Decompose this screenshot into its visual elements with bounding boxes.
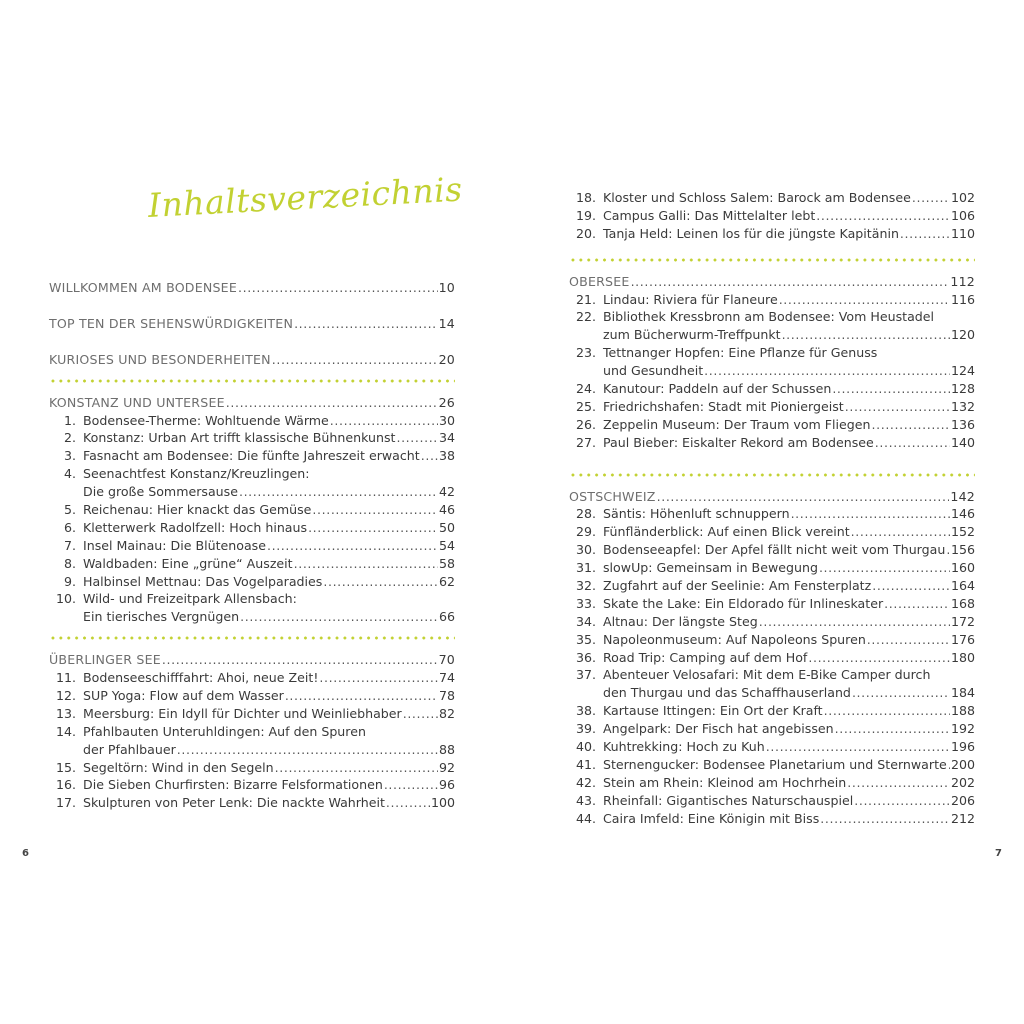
toc-entry[interactable] bbox=[49, 794, 455, 812]
dot-leader bbox=[875, 434, 950, 452]
dot-leader bbox=[240, 608, 438, 626]
dot-leader bbox=[319, 669, 438, 687]
entry-title: Skulpturen von Peter Lenk: Die nackte Wahrheit bbox=[83, 795, 385, 811]
toc-entry[interactable] bbox=[49, 429, 455, 447]
toc-entry[interactable] bbox=[569, 774, 975, 792]
entry-title: Paul Bieber: Eiskalter Rekord am Bodensee bbox=[603, 434, 874, 450]
entry-title: Skate the Lake: Ein Eldorado für Inlineskater bbox=[603, 595, 884, 611]
toc-entry[interactable] bbox=[569, 613, 975, 631]
dotted-divider bbox=[569, 470, 975, 480]
page-number: 66 bbox=[438, 609, 455, 625]
dot-leader bbox=[824, 702, 950, 720]
page-number: 156 bbox=[950, 542, 975, 558]
page-number: 26 bbox=[438, 394, 455, 410]
entry-title: Kloster und Schloss Salem: Barock am Bodensee bbox=[603, 190, 911, 205]
entry-title: Friedrichshafen: Stadt mit Pioniergeist bbox=[603, 398, 844, 414]
page-number: 116 bbox=[950, 291, 975, 307]
page-number: 168 bbox=[950, 595, 975, 611]
entry-title: Seenachtfest Konstanz/Kreuzlingen: bbox=[83, 466, 310, 482]
entry-title: Fünfländerblick: Auf einen Blick vereint bbox=[603, 524, 850, 540]
toc-entry[interactable] bbox=[569, 434, 975, 452]
toc-section-heading[interactable] bbox=[49, 279, 455, 297]
entry-title: Zugfahrt auf der Seelinie: Am Fensterplatz bbox=[603, 578, 872, 594]
entry-number: 4. bbox=[63, 466, 76, 482]
page-number: 100 bbox=[430, 795, 455, 811]
entry-title: Meersburg: Ein Idyll für Dichter und Weinliebhaber bbox=[83, 705, 402, 721]
page-number: 200 bbox=[950, 756, 975, 772]
dot-leader bbox=[832, 380, 950, 398]
page-number: 70 bbox=[438, 652, 455, 668]
entry-number: 40. bbox=[575, 739, 596, 755]
entry-number: 35. bbox=[575, 631, 596, 647]
dot-leader bbox=[275, 759, 438, 777]
spacer bbox=[49, 297, 455, 315]
toc-entry[interactable] bbox=[569, 308, 975, 326]
toc-entry[interactable] bbox=[569, 380, 975, 398]
entry-title: Kanutour: Paddeln auf der Schussen bbox=[603, 381, 832, 397]
entry-title: Caira Imfeld: Eine Königin mit Biss bbox=[603, 810, 820, 826]
toc-entry[interactable] bbox=[569, 398, 975, 416]
entry-title: und Gesundheit bbox=[603, 363, 704, 379]
entry-title: Konstanz: Urban Art trifft klassische Bühnenkunst bbox=[83, 430, 396, 446]
dot-leader bbox=[779, 291, 950, 309]
toc-entry[interactable] bbox=[49, 555, 455, 573]
entry-title: Wild- und Freizeitpark Allensbach: bbox=[83, 591, 297, 607]
section-label: KURIOSES UND BESONDERHEITEN bbox=[49, 351, 271, 367]
page-number: 50 bbox=[438, 519, 455, 535]
toc-section-heading[interactable] bbox=[49, 394, 455, 412]
entry-title: Tanja Held: Leinen los für die jüngste Kapitänin bbox=[603, 225, 899, 241]
entry-number: 15. bbox=[55, 759, 76, 775]
toc-entry[interactable] bbox=[569, 756, 975, 774]
entry-number: 28. bbox=[575, 506, 596, 522]
dot-leader bbox=[384, 776, 438, 794]
page-number: 96 bbox=[438, 777, 455, 793]
toc-entry[interactable] bbox=[569, 225, 975, 243]
dot-leader bbox=[631, 273, 950, 291]
toc-section-heading[interactable] bbox=[569, 273, 975, 291]
dot-leader bbox=[386, 794, 430, 812]
dotted-divider bbox=[569, 255, 975, 265]
entry-number: 7. bbox=[63, 537, 76, 553]
entry-number: 9. bbox=[63, 573, 76, 589]
dot-leader bbox=[239, 483, 438, 501]
toc-entry[interactable] bbox=[569, 416, 975, 434]
toc-entry[interactable] bbox=[569, 541, 975, 559]
dot-leader bbox=[948, 756, 950, 774]
entry-title: Rheinfall: Gigantisches Naturschauspiel bbox=[603, 792, 854, 808]
dot-leader bbox=[312, 501, 438, 519]
entry-number: 44. bbox=[575, 810, 596, 826]
dot-leader bbox=[819, 559, 950, 577]
toc-entry[interactable] bbox=[569, 326, 975, 344]
entry-title: Kuhtrekking: Hoch zu Kuh bbox=[603, 739, 765, 755]
section-label: WILLKOMMEN AM BODENSEE bbox=[49, 280, 237, 295]
entry-title: Abenteuer Velosafari: Mit dem E-Bike Camper durch bbox=[603, 667, 931, 683]
entry-number: 39. bbox=[575, 721, 596, 737]
entry-title: SUP Yoga: Flow auf dem Wasser bbox=[83, 688, 284, 704]
toc-entry[interactable] bbox=[569, 595, 975, 613]
page-number: 212 bbox=[950, 810, 975, 826]
page-number: 10 bbox=[438, 280, 455, 295]
toc-entry[interactable] bbox=[49, 608, 455, 626]
toc-entry[interactable] bbox=[49, 447, 455, 465]
entry-title: Altnau: Der längste Steg bbox=[603, 613, 758, 629]
entry-title: slowUp: Gemeinsam in Bewegung bbox=[603, 560, 818, 576]
entry-number: 25. bbox=[575, 398, 596, 414]
dot-leader bbox=[816, 207, 950, 225]
page-number: 46 bbox=[438, 502, 455, 518]
toc-entry[interactable] bbox=[49, 590, 455, 608]
page-number: 188 bbox=[950, 703, 975, 719]
toc-entry[interactable] bbox=[569, 684, 975, 702]
page-number: 128 bbox=[950, 381, 975, 397]
toc-entry[interactable] bbox=[569, 505, 975, 523]
toc-entry[interactable] bbox=[49, 759, 455, 777]
toc-entry[interactable] bbox=[49, 537, 455, 555]
entry-number: 34. bbox=[575, 613, 596, 629]
entry-title: Segeltörn: Wind in den Segeln bbox=[83, 759, 274, 775]
entry-title: Sternengucker: Bodensee Planetarium und Sternwarte bbox=[603, 756, 947, 772]
page-number: 124 bbox=[950, 363, 975, 379]
entry-title: Zeppelin Museum: Der Traum vom Fliegen bbox=[603, 416, 871, 432]
entry-number: 41. bbox=[575, 756, 596, 772]
dot-leader bbox=[308, 519, 438, 537]
entry-title: Die große Sommersause bbox=[83, 484, 238, 500]
page-number: 180 bbox=[950, 649, 975, 665]
dot-leader bbox=[884, 595, 950, 613]
entry-title: Lindau: Riviera für Flaneure bbox=[603, 291, 778, 307]
section-label: KONSTANZ UND UNTERSEE bbox=[49, 394, 225, 410]
entry-number: 33. bbox=[575, 595, 596, 611]
toc-entry[interactable] bbox=[49, 465, 455, 483]
entry-number: 36. bbox=[575, 649, 596, 665]
page-number: 106 bbox=[950, 207, 975, 223]
spacer bbox=[49, 333, 455, 351]
page-number: 112 bbox=[950, 273, 975, 289]
toc-entry[interactable] bbox=[569, 344, 975, 362]
dot-leader bbox=[285, 687, 438, 705]
page-number: 196 bbox=[950, 739, 975, 755]
page-number: 184 bbox=[950, 685, 975, 701]
page-number: 30 bbox=[438, 412, 455, 428]
entry-number: 18. bbox=[575, 190, 596, 205]
page-number: 172 bbox=[950, 613, 975, 629]
entry-number: 16. bbox=[55, 777, 76, 793]
page-number: 164 bbox=[950, 578, 975, 594]
dot-leader bbox=[226, 394, 438, 412]
dot-leader bbox=[162, 651, 438, 669]
toc-entry[interactable] bbox=[569, 362, 975, 380]
entry-title: Insel Mainau: Die Blütenoase bbox=[83, 537, 266, 553]
entry-title: Angelpark: Der Fisch hat angebissen bbox=[603, 721, 834, 737]
page-number: 20 bbox=[438, 351, 455, 367]
toc-section-heading[interactable] bbox=[49, 651, 455, 669]
dot-leader bbox=[852, 684, 950, 702]
dot-leader bbox=[854, 792, 950, 810]
section-label: OSTSCHWEIZ bbox=[569, 488, 656, 504]
toc-entry[interactable] bbox=[49, 501, 455, 519]
section-ueberlinger bbox=[49, 651, 455, 812]
toc-entry[interactable] bbox=[49, 669, 455, 687]
section-ostschweiz bbox=[569, 488, 975, 828]
dot-leader bbox=[238, 279, 438, 297]
page-number: 78 bbox=[438, 688, 455, 704]
dot-leader bbox=[766, 738, 950, 756]
page-number: 202 bbox=[950, 774, 975, 790]
entry-number: 30. bbox=[575, 542, 596, 558]
dot-leader bbox=[267, 537, 438, 555]
page-number: 176 bbox=[950, 631, 975, 647]
entry-number: 38. bbox=[575, 703, 596, 719]
entry-number: 37. bbox=[575, 667, 596, 683]
toc-entry[interactable] bbox=[49, 776, 455, 794]
entry-title: Stein am Rhein: Kleinod am Hochrhein bbox=[603, 774, 847, 790]
entry-number: 13. bbox=[55, 705, 76, 721]
page-number: 92 bbox=[438, 759, 455, 775]
dot-leader bbox=[912, 189, 950, 207]
entry-number: 42. bbox=[575, 774, 596, 790]
dot-leader bbox=[294, 555, 438, 573]
entry-number: 14. bbox=[55, 723, 76, 739]
dot-leader bbox=[845, 398, 950, 416]
entry-number: 8. bbox=[63, 555, 76, 571]
right-column bbox=[569, 189, 975, 828]
dot-leader bbox=[872, 416, 950, 434]
entry-title: Napoleonmuseum: Auf Napoleons Spuren bbox=[603, 631, 866, 647]
page-number-left: 6 bbox=[22, 848, 29, 859]
entry-number: 6. bbox=[63, 519, 76, 535]
toc-entry[interactable] bbox=[49, 705, 455, 723]
toc-entry[interactable] bbox=[49, 723, 455, 741]
dot-leader bbox=[867, 631, 950, 649]
page-number: 74 bbox=[438, 670, 455, 686]
toc-entry[interactable] bbox=[569, 649, 975, 667]
toc-entry[interactable] bbox=[569, 523, 975, 541]
section-obersee bbox=[569, 273, 975, 452]
toc-entry[interactable] bbox=[49, 519, 455, 537]
page-number: 14 bbox=[438, 315, 455, 331]
page-number: 110 bbox=[950, 225, 975, 241]
entry-title: den Thurgau und das Schaffhauserland bbox=[603, 685, 851, 701]
dot-leader bbox=[835, 720, 950, 738]
dot-leader bbox=[759, 613, 950, 631]
entry-number: 21. bbox=[575, 291, 596, 307]
toc-entry[interactable] bbox=[569, 666, 975, 684]
page-number: 140 bbox=[950, 434, 975, 450]
section-label: TOP TEN DER SEHENSWÜRDIGKEITEN bbox=[49, 315, 294, 331]
entry-number: 10. bbox=[55, 591, 76, 607]
page-number: 88 bbox=[438, 741, 455, 757]
page-number: 54 bbox=[438, 537, 455, 553]
entry-title: zum Bücherwurm-Treffpunkt bbox=[603, 327, 781, 343]
entry-title: Tettnanger Hopfen: Eine Pflanze für Genuss bbox=[603, 345, 878, 361]
toc-entry[interactable] bbox=[569, 738, 975, 756]
toc-entry[interactable] bbox=[569, 792, 975, 810]
toc-section-heading[interactable] bbox=[569, 488, 975, 506]
toc-entry[interactable] bbox=[569, 631, 975, 649]
page-number: 206 bbox=[950, 792, 975, 808]
toc-entry[interactable] bbox=[49, 412, 455, 430]
page-number: 152 bbox=[950, 524, 975, 540]
continued-entries bbox=[569, 189, 975, 243]
dot-leader bbox=[294, 315, 437, 333]
toc-entry[interactable] bbox=[569, 207, 975, 225]
entry-number: 2. bbox=[63, 430, 76, 446]
entry-number: 27. bbox=[575, 434, 596, 450]
dot-leader bbox=[791, 505, 950, 523]
toc-entry[interactable] bbox=[49, 741, 455, 759]
page-number: 132 bbox=[950, 398, 975, 414]
page-number: 38 bbox=[438, 448, 455, 464]
entry-number: 12. bbox=[55, 688, 76, 704]
dotted-divider bbox=[49, 633, 455, 643]
entry-title: Säntis: Höhenluft schnuppern bbox=[603, 506, 790, 522]
dot-leader bbox=[820, 810, 950, 828]
section-label: OBERSEE bbox=[569, 273, 630, 289]
dot-leader bbox=[782, 326, 950, 344]
dot-leader bbox=[851, 523, 950, 541]
dot-leader bbox=[900, 225, 950, 243]
toc-entry[interactable] bbox=[569, 559, 975, 577]
entry-title: Die Sieben Churfirsten: Bizarre Felsformationen bbox=[83, 777, 383, 793]
entry-title: Ein tierisches Vergnügen bbox=[83, 609, 240, 625]
toc-entry[interactable] bbox=[49, 483, 455, 501]
intro-list bbox=[49, 279, 455, 369]
dot-leader bbox=[323, 573, 438, 591]
page-number: 160 bbox=[950, 560, 975, 576]
dot-leader bbox=[847, 774, 950, 792]
page-number: 120 bbox=[950, 327, 975, 343]
entry-title: Halbinsel Mettnau: Das Vogelparadies bbox=[83, 573, 323, 589]
entry-title: Bodenseeschifffahrt: Ahoi, neue Zeit! bbox=[83, 670, 319, 686]
entry-title: Road Trip: Camping auf dem Hof bbox=[603, 649, 808, 665]
dot-leader bbox=[808, 649, 950, 667]
toc-section-heading[interactable] bbox=[49, 351, 455, 369]
page-number: 42 bbox=[438, 484, 455, 500]
entry-title: Kletterwerk Radolfzell: Hoch hinaus bbox=[83, 519, 308, 535]
page-number-right: 7 bbox=[995, 848, 1002, 859]
entry-number: 1. bbox=[63, 412, 76, 428]
entry-number: 24. bbox=[575, 381, 596, 397]
dot-leader bbox=[330, 412, 438, 430]
page-number: 136 bbox=[950, 416, 975, 432]
entry-title: Kartause Ittingen: Ein Ort der Kraft bbox=[603, 703, 823, 719]
entry-number: 22. bbox=[575, 309, 596, 325]
page-number: 142 bbox=[950, 488, 975, 504]
page-number: 34 bbox=[438, 430, 455, 446]
dot-leader bbox=[403, 705, 438, 723]
entry-title: Campus Galli: Das Mittelalter lebt bbox=[603, 207, 816, 223]
entry-title: Waldbaden: Eine „grüne“ Auszeit bbox=[83, 555, 293, 571]
entry-number: 26. bbox=[575, 416, 596, 432]
dot-leader bbox=[421, 447, 438, 465]
dot-leader bbox=[872, 577, 950, 595]
dot-leader bbox=[177, 741, 438, 759]
entry-number: 17. bbox=[55, 795, 76, 811]
page-number: 82 bbox=[438, 705, 455, 721]
dot-leader bbox=[657, 488, 950, 506]
dot-leader bbox=[272, 351, 438, 369]
entry-title: Bodenseeapfel: Der Apfel fällt nicht weit vom Thurgau bbox=[603, 542, 946, 558]
toc-entry[interactable] bbox=[569, 577, 975, 595]
entry-title: Pfahlbauten Unteruhldingen: Auf den Spuren bbox=[83, 723, 366, 739]
toc-entry[interactable] bbox=[569, 720, 975, 738]
entry-title: der Pfahlbauer bbox=[83, 741, 176, 757]
left-column bbox=[49, 279, 455, 812]
entry-number: 31. bbox=[575, 560, 596, 576]
dot-leader bbox=[396, 429, 438, 447]
entry-number: 11. bbox=[55, 670, 76, 686]
entry-number: 19. bbox=[575, 207, 596, 223]
section-label: ÜBERLINGER SEE bbox=[49, 652, 161, 668]
toc-entry[interactable] bbox=[49, 573, 455, 591]
entry-number: 5. bbox=[63, 502, 76, 518]
toc-entry[interactable] bbox=[569, 810, 975, 828]
entry-title: Bibliothek Kressbronn am Bodensee: Vom Heustadel bbox=[603, 309, 935, 325]
page-number: 102 bbox=[950, 190, 975, 205]
toc-entry[interactable] bbox=[569, 702, 975, 720]
toc-entry[interactable] bbox=[49, 687, 455, 705]
entry-number: 29. bbox=[575, 524, 596, 540]
entry-number: 43. bbox=[575, 792, 596, 808]
toc-entry[interactable] bbox=[569, 189, 975, 207]
entry-number: 20. bbox=[575, 225, 596, 241]
entry-title: Fasnacht am Bodensee: Die fünfte Jahreszeit erwacht bbox=[83, 448, 420, 464]
toc-section-heading[interactable] bbox=[49, 315, 455, 333]
toc-title: Inhaltsverzeichnis bbox=[146, 169, 464, 225]
entry-title: Bodensee-Therme: Wohltuende Wärme bbox=[83, 412, 329, 428]
page-number: 146 bbox=[950, 506, 975, 522]
dot-leader bbox=[946, 541, 950, 559]
toc-entry[interactable] bbox=[569, 291, 975, 309]
page-number: 58 bbox=[438, 555, 455, 571]
page-number: 62 bbox=[438, 573, 455, 589]
page-number: 192 bbox=[950, 721, 975, 737]
entry-number: 32. bbox=[575, 578, 596, 594]
section-konstanz bbox=[49, 394, 455, 627]
dotted-divider bbox=[49, 376, 455, 386]
entry-title: Reichenau: Hier knackt das Gemüse bbox=[83, 502, 312, 518]
entry-number: 3. bbox=[63, 448, 76, 464]
entry-number: 23. bbox=[575, 345, 596, 361]
dot-leader bbox=[704, 362, 950, 380]
